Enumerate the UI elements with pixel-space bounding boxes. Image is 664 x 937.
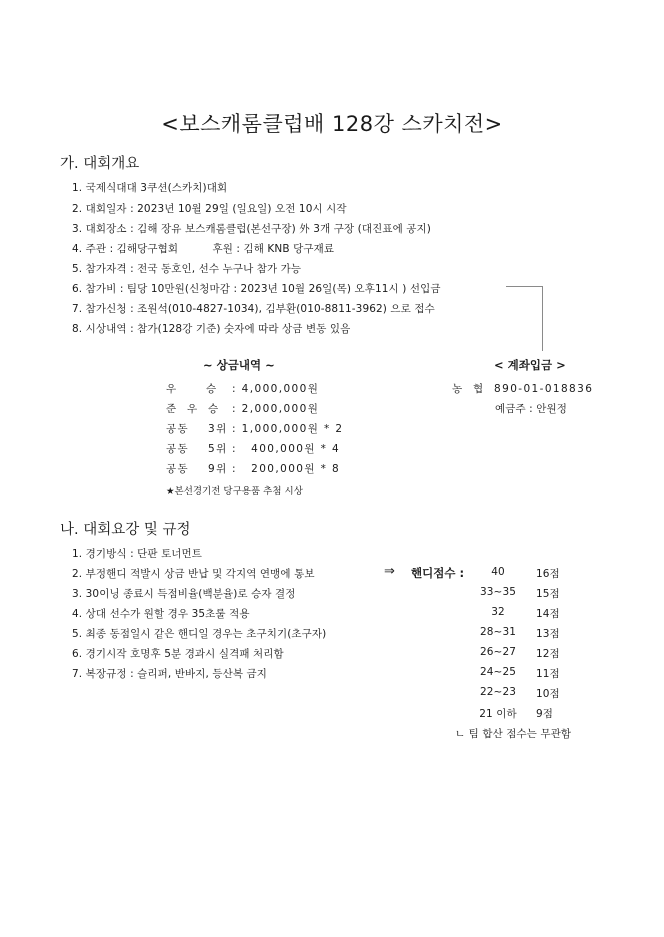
- handicap-points: 11점: [536, 668, 560, 680]
- handicap-range: 33~35: [479, 586, 517, 598]
- prize-rank: 공동 3위: [166, 423, 228, 435]
- prize-note: ★본선경기전 당구용품 추첨 시상: [166, 486, 303, 497]
- overview-item: 6. 참가비 : 팀당 10만원(신청마감 : 2023년 10월 26일(목) 오후11시 ) 선입금: [72, 283, 441, 295]
- account-number: 농 협 890-01-018836: [452, 383, 594, 395]
- handicap-points: 9점: [536, 708, 554, 720]
- rules-item: 6. 경기시작 호명후 5분 경과시 실격패 처리함: [72, 648, 284, 660]
- account-heading: < 계좌입금 >: [494, 358, 566, 372]
- section-heading-rules: 나. 대회요강 및 규정: [60, 522, 191, 538]
- overview-item: 1. 국제식대대 3쿠션(스카치)대회: [72, 182, 228, 194]
- handicap-range: 32: [491, 606, 505, 618]
- connector-line: [506, 286, 543, 351]
- prize-amount: : 2,000,000원: [232, 403, 320, 415]
- account-holder: 예금주 : 안원정: [495, 403, 567, 415]
- overview-item: 5. 참가자격 : 전국 동호인, 선수 누구나 참가 가능: [72, 263, 302, 275]
- team-note: ㄴ 팀 합산 점수는 무관함: [455, 728, 572, 740]
- prize-heading: ~ 상금내역 ~: [203, 358, 275, 372]
- prize-rank: 공동 9위: [166, 463, 228, 475]
- handicap-range: 21 이하: [479, 708, 517, 720]
- overview-item: 2. 대회일자 : 2023년 10월 29일 (일요일) 오전 10시 시작: [72, 203, 347, 215]
- prize-rank: 준 우 승: [166, 403, 220, 415]
- rules-item: 4. 상대 선수가 원할 경우 35초룰 적용: [72, 608, 250, 620]
- overview-item: 3. 대회장소 : 김해 장유 보스캐롬클럽(본선구장) 外 3개 구장 (대진표에 공지): [72, 223, 431, 235]
- overview-item: 4. 주관 : 김해당구협회 후원 : 김해 KNB 당구재료: [72, 243, 335, 255]
- overview-item: 8. 시상내역 : 참가(128강 기준) 숫자에 따라 상금 변동 있음: [72, 323, 351, 335]
- handicap-points: 15점: [536, 588, 560, 600]
- rules-item: 1. 경기방식 : 단판 토너먼트: [72, 548, 203, 560]
- page-title: <보스캐롬클럽배 128강 스카치전>: [161, 112, 503, 136]
- prize-rank: 공동 5위: [166, 443, 228, 455]
- overview-item: 7. 참가신청 : 조원석(010-4827-1034), 김부환(010-8811-3962) 으로 접수: [72, 303, 435, 315]
- prize-rank: 우 승: [166, 383, 218, 395]
- handicap-range: 40: [491, 566, 505, 578]
- rules-item: 3. 30이닝 종료시 득점비율(백분율)로 승자 결정: [72, 588, 296, 600]
- section-heading-overview: 가. 대회개요: [60, 156, 140, 172]
- arrow-icon: ⇒: [384, 564, 395, 579]
- handicap-range: 26~27: [479, 646, 517, 658]
- prize-amount: : 400,000원 * 4: [232, 443, 341, 455]
- handicap-range: 24~25: [479, 666, 517, 678]
- handicap-points: 13점: [536, 628, 560, 640]
- rules-item: 5. 최종 동점일시 같은 핸디일 경우는 초구치기(초구자): [72, 628, 327, 640]
- prize-amount: : 1,000,000원 * 2: [232, 423, 344, 435]
- handicap-points: 14점: [536, 608, 560, 620]
- prize-amount: : 4,000,000원: [232, 383, 320, 395]
- handicap-range: 22~23: [479, 686, 517, 698]
- rules-item: 7. 복장규정 : 슬리퍼, 반바지, 등산복 금지: [72, 668, 268, 680]
- handicap-range: 28~31: [479, 626, 517, 638]
- rules-item: 2. 부정핸디 적발시 상금 반납 및 각지역 연맹에 통보: [72, 568, 315, 580]
- prize-amount: : 200,000원 * 8: [232, 463, 341, 475]
- handicap-label: 핸디점수 :: [411, 566, 465, 580]
- handicap-points: 10점: [536, 688, 560, 700]
- handicap-points: 16점: [536, 568, 560, 580]
- handicap-points: 12점: [536, 648, 560, 660]
